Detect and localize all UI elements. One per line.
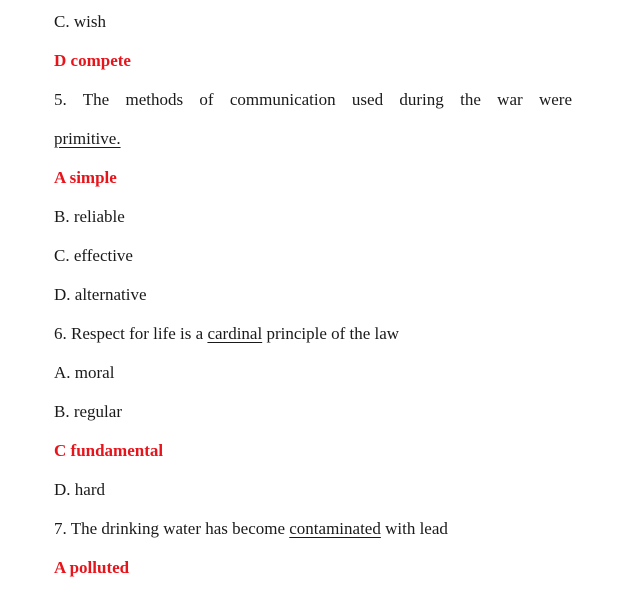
q7-text-after: with lead: [380, 519, 448, 538]
q6-underlined-word: cardinal: [207, 324, 263, 343]
q5-question: 5. The methods of communication used during the war were: [54, 90, 572, 109]
q6-option-d: D. hard: [54, 480, 105, 499]
q7-text-before: 7. The drinking water has become: [54, 519, 290, 538]
q6-text-after: principle of the law: [262, 324, 400, 343]
q7-underlined-word: contaminated: [289, 519, 381, 538]
q5-option-b: B. reliable: [54, 207, 125, 226]
q5-question-continued: primitive.: [54, 129, 121, 148]
q4-option-c: C. wish: [54, 12, 106, 31]
q6-option-b: B. regular: [54, 402, 122, 421]
q6-answer-c: C fundamental: [54, 441, 164, 460]
q4-answer-d: D compete: [54, 51, 131, 70]
q6-text-before: 6. Respect for life is a: [54, 324, 208, 343]
q7-answer-a: A polluted: [54, 558, 130, 577]
q5-option-d: D. alternative: [54, 285, 147, 304]
q5-option-c: C. effective: [54, 246, 133, 265]
q6-option-a: A. moral: [54, 363, 115, 382]
q7-question: [54, 519, 448, 539]
q5-answer-a: A simple: [54, 168, 117, 187]
q6-question: [54, 324, 399, 344]
